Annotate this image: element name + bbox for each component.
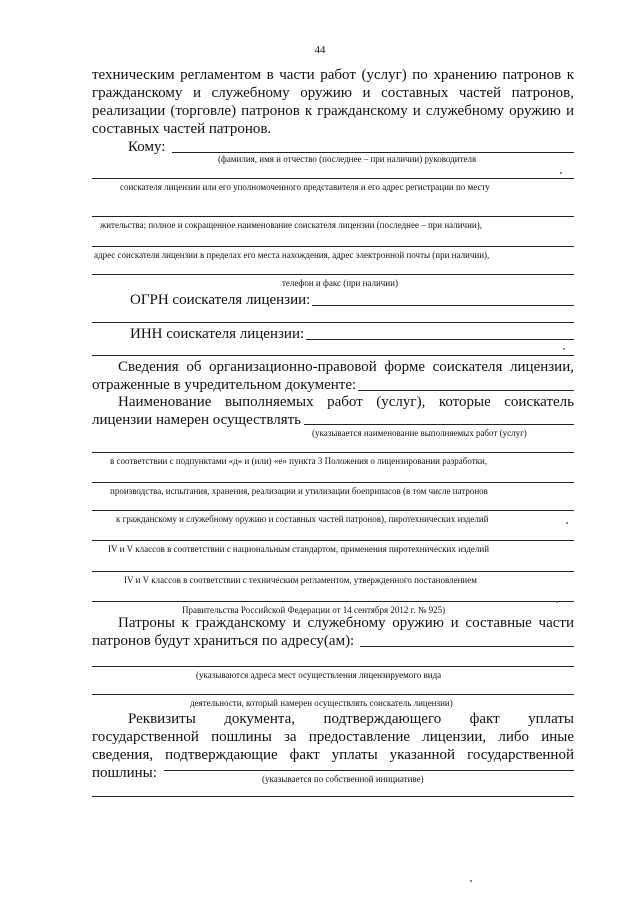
to-name-field[interactable]: [172, 152, 574, 153]
scan-speck: [560, 172, 562, 174]
works-caption: (указывается наименование выполняемых работ (услуг): [312, 428, 527, 438]
fee-caption: (указывается по собственной инициативе): [262, 774, 424, 784]
ogrn-label: ОГРН соискателя лицензии:: [130, 292, 311, 308]
storage-line-2-field[interactable]: [92, 666, 574, 667]
intro-line: составных частей патронов.: [92, 121, 272, 137]
works-caption: IV и V классов в соответствии с техническим регламентом, утвержденного постановлением: [124, 575, 477, 585]
to-line-2-field[interactable]: [92, 178, 574, 179]
works-caption: производства, испытания, хранения, реализации и утилизации боеприпасов (в том числе патронов: [110, 486, 488, 496]
intro-line: техническим регламентом в части работ (услуг) по хранению патронов к: [92, 67, 574, 83]
fee-line-2-field[interactable]: [92, 796, 574, 797]
fee-field[interactable]: [164, 770, 574, 771]
storage-field[interactable]: [360, 646, 574, 647]
storage-line-3-field[interactable]: [92, 694, 574, 695]
storage-line: Патроны к гражданскому и служебному оружию и составные части: [118, 615, 574, 631]
storage-caption: (указываются адреса мест осуществления лицензируемого вида: [196, 670, 442, 680]
org-form-paragraph: [92, 358, 574, 394]
storage-paragraph: [92, 614, 574, 650]
works-line-5-field[interactable]: [92, 540, 574, 541]
works-caption: IV и V классов в соответствии с национальным стандартом, применения пиротехнических изделий: [108, 544, 490, 554]
scan-speck: [470, 880, 472, 882]
ogrn-extra-field[interactable]: [92, 322, 574, 323]
works-line-2-field[interactable]: [92, 452, 574, 453]
fee-paragraph: [92, 710, 574, 782]
fee-line: пошлины:: [92, 765, 157, 781]
page-number: 44: [314, 44, 326, 56]
works-line-7-field[interactable]: [92, 601, 574, 602]
inn-field[interactable]: [306, 339, 574, 340]
intro-line: гражданскому и служебному оружию и составных частей патронов,: [92, 85, 574, 101]
scan-speck: [566, 522, 568, 524]
works-line: лицензии намерен осуществлять: [92, 412, 302, 428]
to-line-3-field[interactable]: [92, 216, 574, 217]
inn-extra-field[interactable]: [92, 355, 574, 356]
intro-line: реализации (торговле) патронов к гражданскому и служебному оружию и: [92, 103, 574, 119]
scan-speck: [556, 601, 558, 603]
to-line-4-field[interactable]: [92, 246, 574, 247]
caption-applicant: соискателя лицензии или его уполномоченного представителя и его адрес регистрации по месту: [120, 182, 490, 192]
org-form-line: Сведения об организационно-правовой форме соискателя лицензии,: [118, 359, 574, 375]
caption-residence: жительства; полное и сокращенное наименование соискателя лицензии (последнее – при наличии),: [100, 220, 482, 230]
caption-phone: телефон и факс (при наличии): [282, 278, 398, 288]
works-line: Наименование выполняемых работ (услуг), которые соискатель: [118, 394, 574, 410]
works-line-6-field[interactable]: [92, 571, 574, 572]
caption-address: адрес соискателя лицензии в пределах его места нахождения, адрес электронной почты (при наличии),: [94, 250, 490, 260]
works-line-4-field[interactable]: [92, 510, 574, 511]
scan-speck: [563, 348, 565, 350]
storage-caption: деятельности, который намерен осуществлять соискатель лицензии): [190, 698, 453, 708]
fee-line: государственной пошлины за предоставление лицензии, либо иные: [92, 729, 574, 745]
caption-fio: (фамилия, имя и отчество (последнее – при наличии) руководителя: [218, 154, 477, 164]
inn-label: ИНН соискателя лицензии:: [130, 326, 305, 342]
works-caption: в соответствии с подпунктами «д» и (или) «е» пункта 3 Положения о лицензировании разработки,: [110, 456, 488, 466]
works-caption: Правительства Российской Федерации от 14 сентября 2012 г. № 925): [182, 605, 446, 615]
intro-paragraph: [92, 66, 574, 138]
fee-line: сведения, подтверждающие факт уплаты указанной государственной: [92, 747, 574, 763]
org-form-field[interactable]: [358, 390, 574, 391]
works-caption: к гражданскому и служебному оружию и составных частей патронов), пиротехнических изделий: [116, 514, 489, 524]
fee-line: Реквизиты документа, подтверждающего факт уплаты: [128, 711, 574, 727]
storage-line: патронов будут храниться по адресу(ам):: [92, 633, 355, 649]
to-line-5-field[interactable]: [92, 274, 574, 275]
works-field[interactable]: [304, 424, 574, 425]
works-line-3-field[interactable]: [92, 482, 574, 483]
ogrn-field[interactable]: [312, 305, 574, 306]
org-form-line: отраженные в учредительном документе:: [92, 377, 357, 393]
to-label: Кому:: [128, 139, 166, 155]
